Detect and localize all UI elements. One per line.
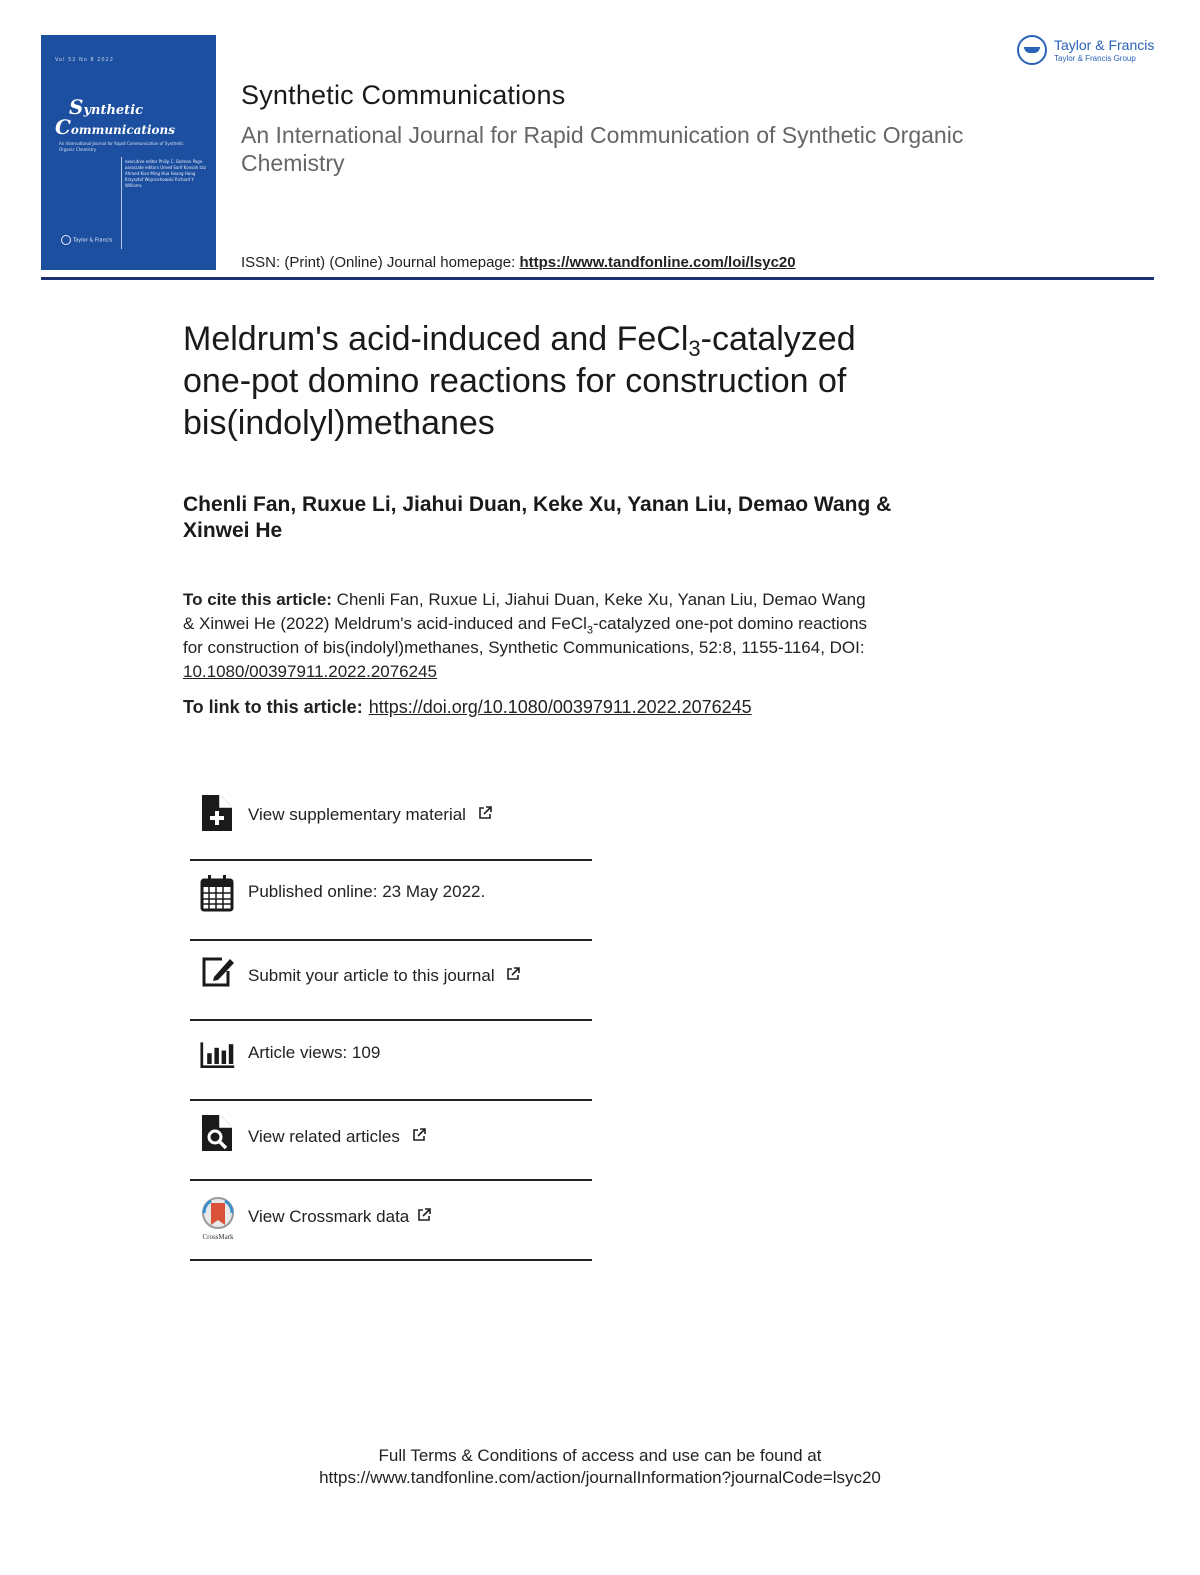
view-supplementary-material-link[interactable]: View supplementary material	[248, 805, 492, 825]
external-link-icon	[506, 967, 520, 981]
publisher-logo[interactable]	[1017, 35, 1162, 71]
external-link-icon	[417, 1208, 431, 1222]
citation-doi-link[interactable]: 10.1080/00397911.2022.2076245	[183, 662, 437, 681]
cover-title-line2: Communications	[55, 115, 175, 139]
crossmark-icon	[198, 1197, 238, 1241]
edit-icon	[200, 953, 236, 993]
view-crossmark-link[interactable]: View Crossmark data	[248, 1207, 431, 1227]
authors-line2: Xinwei He	[183, 519, 283, 542]
crossmark-caption: CrossMark	[202, 1233, 234, 1241]
bar-chart-icon	[200, 1035, 236, 1075]
cover-logo-icon	[61, 235, 71, 245]
cover-divider	[121, 157, 122, 249]
article-link-line	[183, 697, 752, 718]
article-title-line3: bis(indolyl)methanes	[183, 404, 495, 442]
view-related-articles-link[interactable]: View related articles	[248, 1127, 426, 1147]
journal-title: Synthetic Communications	[241, 80, 566, 110]
external-link-icon	[478, 806, 492, 820]
file-plus-icon	[200, 793, 236, 833]
footer	[0, 1445, 1200, 1489]
footer-terms-text: Full Terms & Conditions of access and use can be found at	[378, 1446, 822, 1465]
issn-text: ISSN: (Print) (Online) Journal homepage:	[241, 254, 520, 271]
footer-terms-link[interactable]: https://www.tandfonline.com/action/journalInformation?journalCode=lsyc20	[319, 1468, 881, 1487]
journal-cover-image	[41, 35, 216, 270]
journal-subtitle: An International Journal for Rapid Communication of Synthetic Organic Chemistry	[241, 122, 964, 176]
article-doi-link[interactable]: https://doi.org/10.1080/00397911.2022.2076245	[368, 697, 752, 717]
publisher-name: Taylor & Francis	[1054, 37, 1155, 53]
article-link-label: To link to this article:	[183, 697, 363, 717]
header-divider	[41, 277, 1154, 280]
authors-line1: Chenli Fan, Ruxue Li, Jiahui Duan, Keke Xu, Yanan Liu, Demao Wang &	[183, 493, 892, 516]
view-crossmark-row[interactable]	[190, 1181, 592, 1261]
journal-homepage-link[interactable]: https://www.tandfonline.com/loi/lsyc20	[519, 254, 796, 271]
external-link-icon	[412, 1128, 426, 1142]
article-title-line2: one-pot domino reactions for construction of	[183, 362, 847, 400]
article-views-row	[190, 1021, 592, 1101]
citation-line2: & Xinwei He (2022) Meldrum's acid-induced and FeCl$_3$-catalyzed one-pot domino reactions	[183, 614, 868, 637]
cover-title-line1: Synthetic	[69, 95, 144, 119]
cover-issue-line: Vol 52 No 8 2022	[55, 57, 114, 63]
submit-article-row[interactable]	[190, 941, 592, 1021]
published-online-text: Published online: 23 May 2022.	[248, 882, 486, 901]
search-document-icon	[200, 1113, 236, 1153]
article-title	[183, 318, 1043, 444]
view-related-articles-row[interactable]	[190, 1101, 592, 1181]
article-views-text: Article views: 109	[248, 1043, 381, 1062]
published-online-row	[190, 861, 592, 941]
citation-label: To cite this article:	[183, 590, 332, 609]
view-supplementary-material-row[interactable]	[190, 781, 592, 861]
issn-line	[241, 254, 796, 271]
article-authors	[183, 492, 983, 544]
submit-article-link[interactable]: Submit your article to this journal	[248, 966, 520, 986]
cover-publisher-logo: Taylor & Francis	[61, 235, 112, 245]
publisher-group: Taylor & Francis Group	[1054, 54, 1136, 63]
calendar-icon	[200, 873, 236, 913]
citation-line1: To cite this article: Chenli Fan, Ruxue Li, Jiahui Duan, Keke Xu, Yanan Liu, Demao Wang	[183, 590, 866, 609]
article-title-line1: Meldrum's acid-induced and FeCl$_3$-catalyzed	[183, 320, 856, 361]
cover-subtitle: An International Journal for Rapid Communication of Synthetic Organic Chemistry	[59, 141, 184, 152]
citation-line3: for construction of bis(indolyl)methanes, Synthetic Communications, 52:8, 1155-1164, DOI:	[183, 638, 865, 657]
citation-block	[183, 588, 983, 684]
cover-editors: executive editor Philip C. Bulman Page associate editors Umed Sarif Konsah Iziz Ahmed Kian Ming Hua Hoang Hong Krzysztof Wojciechowski Richard Y. Williams	[125, 159, 207, 188]
